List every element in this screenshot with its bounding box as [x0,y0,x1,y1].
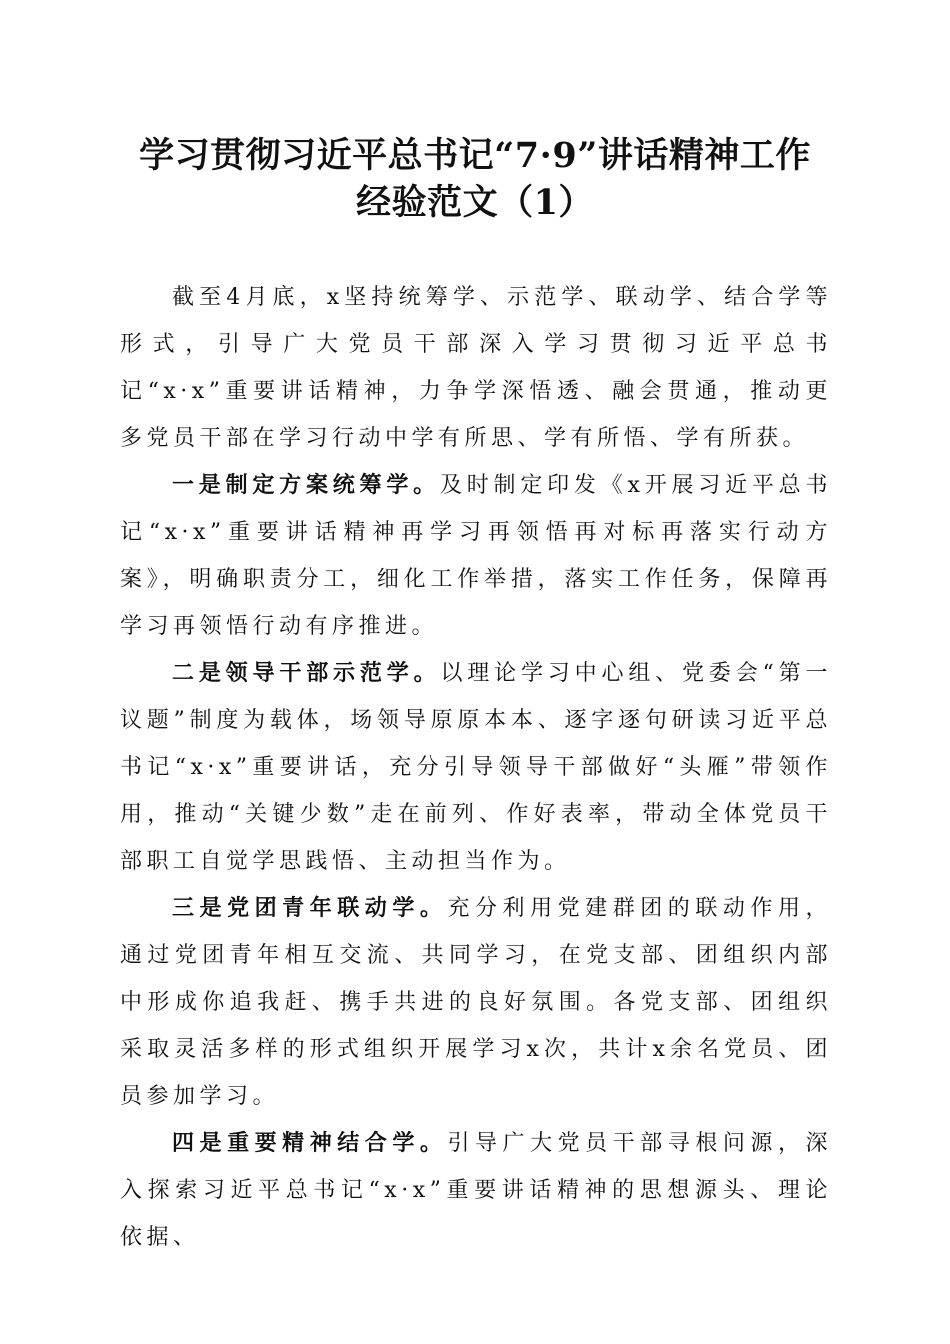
paragraph-lead: 三是党团青年联动学。 [172,895,448,921]
title-line-2: 经验范文（1） [356,182,594,223]
paragraph-lead: 四是重要精神结合学。 [172,1130,448,1156]
paragraph-text: 及时制定印发《x开展习近平总书记“x·x”重要讲话精神再学习再领悟再对标再落实行动方案》，明确职责分工，细化工作举措，落实工作任务，保障再学习再领悟行动有序推进。 [120,473,832,639]
paragraph-combine [120,1120,832,1261]
paragraph-lead: 一是制定方案统筹学。 [172,472,440,498]
paragraph-leaders [120,650,832,885]
paragraph-text: 以理论学习中心组、党委会“第一议题”制度为载体，场领导原原本本、逐字逐句研读习近平总书记“x·x”重要讲话，充分引导领导干部做好“头雁”带领作用，推动“关键少数”走在前列、作好表率，带动全体党员干部职工自觉学思践悟、主动担当作为。 [120,661,832,874]
paragraph-text: 充分利用党建群团的联动作用，通过党团青年相互交流、共同学习，在党支部、团组织内部中形成你追我赶、携手共进的良好氛围。各党支部、团组织采取灵活多样的形式组织开展学习x次，共计x余名党员、团员参加学习。 [120,896,832,1109]
paragraph-text: 引导广大党员干部寻根问源，深入探索习近平总书记“x·x”重要讲话精神的思想源头、理论依据、 [120,1131,832,1250]
paragraph-text: 截至4月底，x坚持统筹学、示范学、联动学、结合学等形式，引导广大党员干部深入学习贯彻习近平总书记“x·x”重要讲话精神，力争学深悟透、融会贯通，推动更多党员干部在学习行动中学有所思、学有所悟、学有所获。 [120,285,832,451]
paragraph-youth [120,885,832,1120]
document-body [120,274,832,1261]
paragraph-intro [120,274,832,462]
paragraph-plan [120,462,832,650]
paragraph-lead: 二是领导干部示范学。 [172,660,441,686]
document-title [100,132,850,226]
title-line-1: 学习贯彻习近平总书记“7·9”讲话精神工作 [139,135,811,176]
